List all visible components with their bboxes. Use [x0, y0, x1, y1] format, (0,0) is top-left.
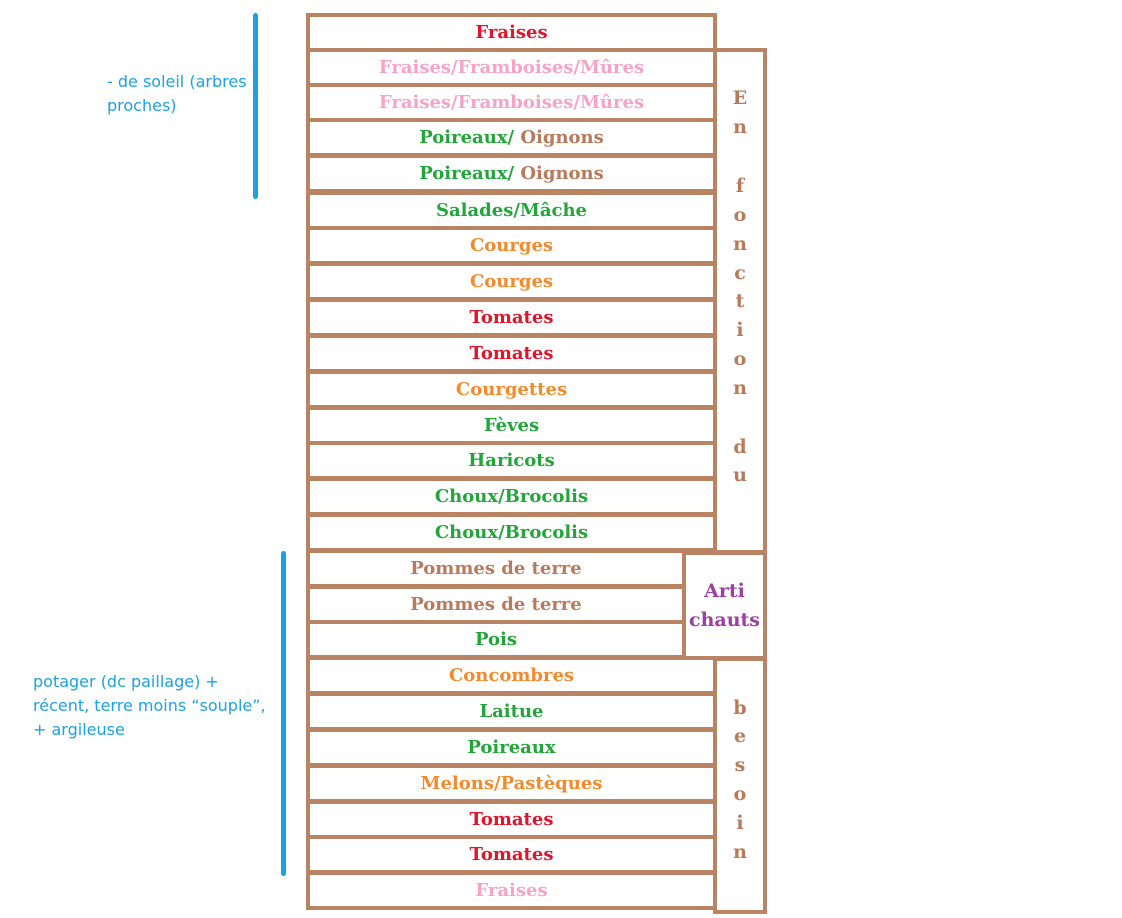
mulch-zone-bracket	[281, 551, 286, 876]
crop-label: Oignons	[520, 127, 604, 148]
vertical-letter: o	[733, 783, 747, 805]
bed-row	[306, 226, 717, 265]
bed-row	[306, 406, 717, 445]
bed-row	[306, 83, 717, 122]
bed-row	[306, 441, 717, 480]
crop-label: Laitue	[479, 701, 544, 722]
bed-row	[306, 692, 717, 731]
crop-label: Pommes de terre	[410, 594, 582, 615]
bed-row	[306, 154, 717, 193]
vertical-letter: i	[736, 812, 744, 834]
vertical-letter: e	[733, 725, 747, 747]
vertical-letter: o	[733, 204, 747, 226]
bed-row	[306, 370, 717, 409]
crop-label: Oignons	[520, 163, 604, 184]
artichauts-line: chauts	[689, 608, 760, 631]
crop-label: Tomates	[469, 343, 554, 364]
bed-row	[306, 764, 717, 803]
crop-label: Tomates	[469, 844, 554, 865]
crop-label: Tomates	[469, 809, 554, 830]
bed-row	[306, 191, 717, 230]
bed-row	[306, 835, 717, 874]
crop-label: Fèves	[483, 415, 540, 436]
bed-row	[306, 871, 717, 910]
vertical-letter: i	[736, 319, 744, 341]
vertical-letter: n	[733, 233, 747, 255]
vertical-letter: s	[734, 754, 746, 776]
crop-label: Salades/Mâche	[436, 200, 587, 221]
vertical-letter: n	[733, 116, 747, 138]
crop-label: Pois	[474, 629, 518, 650]
crop-label: Courges	[469, 235, 554, 256]
soil-annotation: potager (dc paillage) + récent, terre moins “souple”, + argileuse	[33, 672, 266, 739]
bed-row	[306, 549, 686, 588]
bed-row	[306, 728, 717, 767]
vertical-letter: u	[733, 464, 747, 486]
bed-row	[306, 262, 717, 301]
crop-label: Concombres	[448, 665, 575, 686]
bed-row	[306, 656, 717, 695]
vertical-letter: f	[735, 175, 745, 197]
bed-row	[306, 477, 717, 516]
crop-label: Poireaux/	[419, 163, 521, 184]
vertical-letter: n	[733, 841, 747, 863]
side-label-en-fonction-du	[713, 48, 767, 554]
bed-row	[306, 298, 717, 337]
crop-label: Choux/Brocolis	[434, 522, 589, 543]
artichauts-line: Arti	[704, 579, 745, 602]
crop-label: Choux/Brocolis	[434, 486, 589, 507]
crop-label: Fraises	[475, 880, 548, 901]
bed-row	[306, 585, 686, 624]
crop-label: Tomates	[469, 307, 554, 328]
crop-label: Fraises/Framboises/Mûres	[378, 57, 645, 78]
bed-row	[306, 48, 717, 87]
crop-label: Haricots	[468, 450, 555, 471]
bed-row	[306, 620, 686, 659]
vertical-letter: c	[734, 262, 746, 284]
bed-row	[306, 513, 717, 552]
bed-row	[306, 334, 717, 373]
side-label-besoin	[713, 657, 767, 914]
shade-annotation: - de soleil (arbres proches)	[107, 72, 247, 115]
vertical-letter: t	[735, 290, 745, 312]
vertical-letter: E	[732, 87, 748, 109]
vertical-letter: b	[733, 697, 747, 719]
side-label-artichauts	[682, 551, 767, 660]
bed-row	[306, 13, 717, 52]
crop-label: Courgettes	[455, 379, 568, 400]
bed-row	[306, 800, 717, 839]
crop-label: Poireaux/	[419, 127, 521, 148]
vertical-letter: d	[733, 436, 747, 458]
crop-label: Poireaux	[467, 737, 556, 758]
crop-label: Fraises	[475, 22, 548, 43]
vertical-letter: n	[733, 377, 747, 399]
vertical-letter: o	[733, 348, 747, 370]
crop-label: Fraises/Framboises/Mûres	[378, 92, 645, 113]
crop-label: Pommes de terre	[410, 558, 582, 579]
bed-row	[306, 118, 717, 157]
crop-label: Courges	[469, 271, 554, 292]
crop-label: Melons/Pastèques	[420, 773, 603, 794]
